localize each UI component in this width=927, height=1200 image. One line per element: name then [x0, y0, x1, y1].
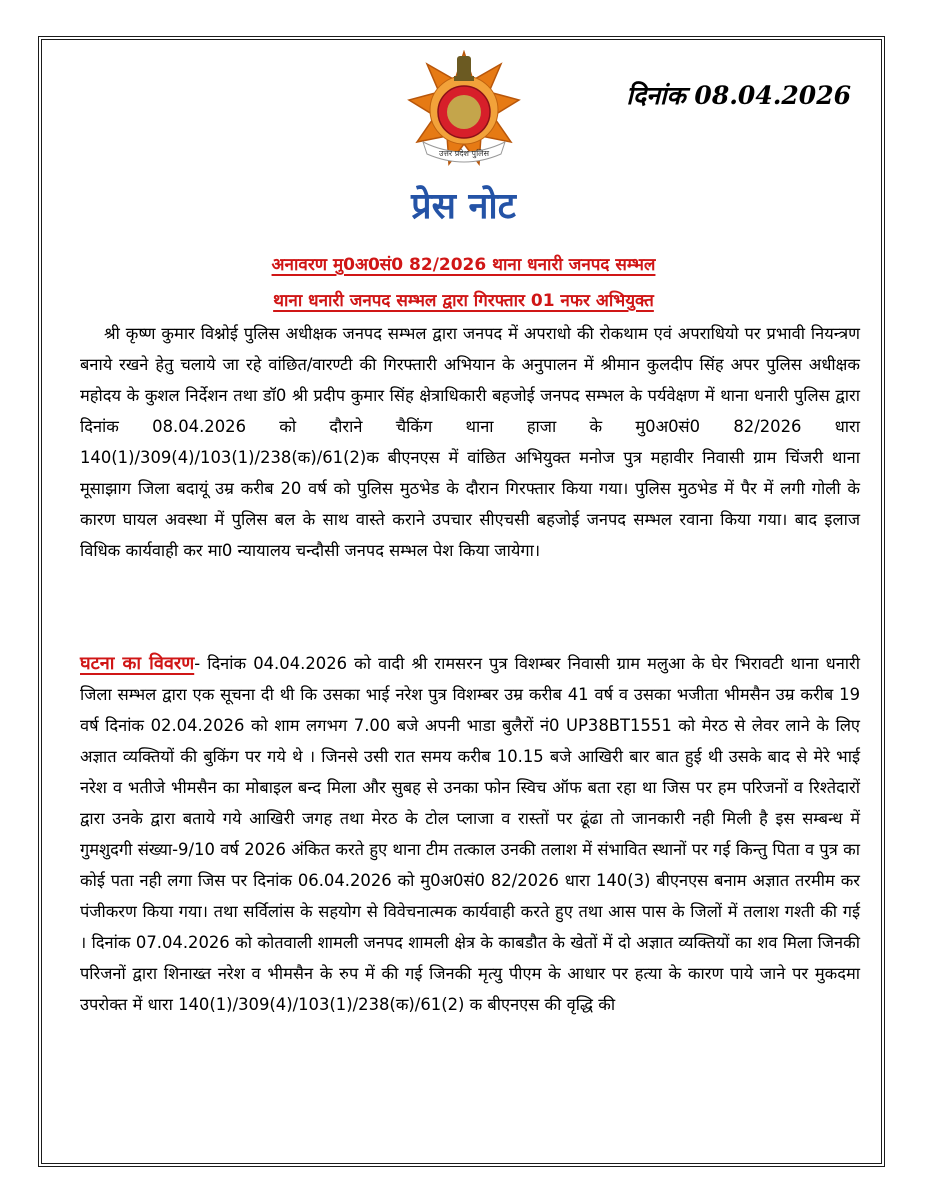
emblem-banner-text: उत्तर प्रदेश पुलिस: [439, 149, 489, 158]
page-title: प्रेस नोट: [411, 186, 516, 227]
arrest-paragraph: श्री कृष्ण कुमार विश्नोई पुलिस अधीक्षक जनपद सम्भल द्वारा जनपद में अपराधो की रोकथाम एवं अपराधियो पर प्रभावी नियन्त्रण बनाये रखने हेतु चलाये जा रहे वांछित/वारण्टी की गिरफ्तारी अभियान के अनुपालन में श्रीमान कुलदीप सिंह अपर पुलिस अधीक्षक महोदय के कुशल निर्देशन तथा डॉ0 श्री प्रदीप कुमार सिंह क्षेत्राधिकारी बहजोई जनपद सम्भल के पर्यवेक्षण में थाना धनारी पुलिस द्वारा दिनांक 08.04.2026 को दौराने चैकिंग थाना हाजा के मु0अ0सं0 82/2026 धारा 140(1)/309(4)/103(1)/238(क)/61(2)क बीएनएस में वांछित अभियुक्त मनोज पुत्र महावीर निवासी ग्राम चिंजरी थाना मूसाझाग जिला बदायूं उम्र करीब 20 वर्ष को पुलिस मुठभेड के दौरान गिरफ्तार किया गया। पुलिस मुठभेड में पैर में लगी गोली के कारण घायल अवस्था में पुलिस बल के साथ वास्ते कराने उपचार सीएचसी बहजोई जनपद सम्भल रवाना किया गया। बाद इलाज विधिक कार्यवाही कर मा0 न्यायालय चन्दौसी जनपद सम्भल पेश किया जायेगा।: [80, 324, 860, 560]
incident-text: - दिनांक 04.04.2026 को वादी श्री रामसरन पुत्र विशम्बर निवासी ग्राम मलुआ के घेर भिरावटी थाना धनारी जिला सम्भल द्वारा एक सूचना दी थी कि उसका भाई नरेश पुत्र विशम्बर उम्र करीब 41 वर्ष व उसका भजीता भीमसैन उम्र करीब 19 वर्ष दिनांक 02.04.2026 को शाम लगभग 7.00 बजे अपनी भाडा बुलैरों नं0 UP38BT1551 को मेरठ से लेवर लाने के लिए अज्ञात व्यक्तियों की बुकिंग पर गये थे । जिनसे उसी रात समय करीब 10.15 बजे आखिरी बार बात हुई थी उसके बाद से मेरे भाई नरेश व भतीजे भीमसैन का मोबाइल बन्द मिला और सुबह से उनका फोन स्विच ऑफ बता रहा था जिस पर हम परिजनों व रिश्तेदारों द्वारा उनके द्वारा बताये गये आखिरी जगह तथा मेरठ के टोल प्लाजा व रास्तों पर ढूंढा तो जानकारी नही मिली है इस सम्बन्ध में गुमशुदगी संख्या-9/10 वर्ष 2026 अंकित करते हुए थाना टीम तत्काल उनकी तलाश में संभावित स्थानों पर गई किन्तु पिता व पुत्र का कोई पता नही लगा जिस पर दिनांक 06.04.2026 को मु0अ0सं0 82/2026 धारा 140(3) बीएनएस बनाम अज्ञात तरमीम कर पंजीकरण किया गया। तथा सर्विलांस के सहयोग से विवेचनात्मक कार्यवाही करते हुए तथा आस पास के जिलों में तलाश गश्ती की गई । दिनांक 07.04.2026 को कोतवाली शामली जनपद शामली क्षेत्र के काबडौत के खेतों में दो अज्ञात व्यक्तियों का शव मिला जिनकी परिजनों द्वारा शिनाख्त नरेश व भीमसैन के रुप में की गई जिनकी मृत्यु पीएम के आधार पर हत्या के कारण पाये जाने पर मुकदमा उपरोक्त में धारा 140(1)/309(4)/103(1)/238(क)/61(2) क बीएनएस की वृद्धि की: [80, 654, 860, 1014]
press-note-date: दिनांक 08.04.2026: [626, 81, 851, 110]
up-police-emblem-icon: [405, 50, 523, 168]
incident-paragraph: [80, 648, 860, 1020]
subheading-arrest: थाना धनारी जनपद सम्भल द्वारा गिरफ्तार 01 नफर अभियुक्त: [273, 291, 654, 311]
incident-heading: घटना का विवरण: [80, 653, 195, 674]
subheading-case: अनावरण मु0अ0सं0 82/2026 थाना धनारी जनपद सम्भल: [271, 255, 656, 275]
